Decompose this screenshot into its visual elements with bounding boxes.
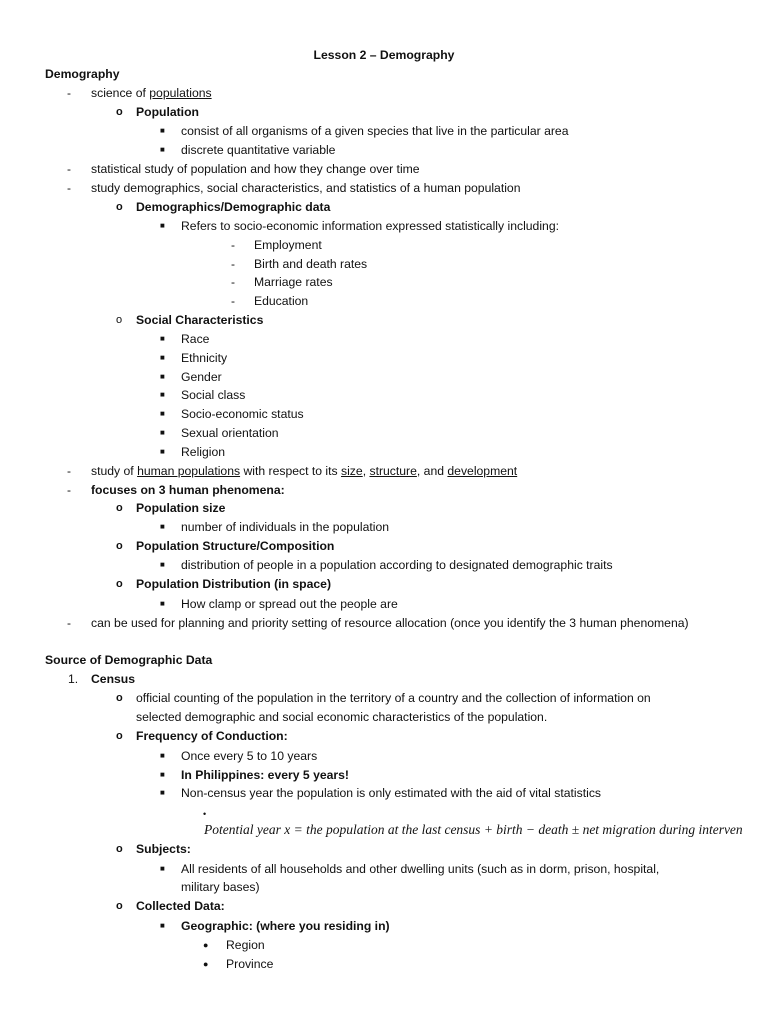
square-bullet: ■ (160, 221, 165, 230)
square-bullet: ■ (160, 921, 165, 930)
square-bullet: ■ (160, 390, 165, 399)
list-item: Geographic: (where you residing in) (181, 919, 390, 933)
list-item: Refers to socio-economic information expressed statistically including: (181, 219, 559, 233)
formula-line: Potential year x = the population at the last census + birth − death ± net migration during interven (204, 822, 743, 837)
list-item: Birth and death rates (254, 257, 368, 271)
list-item: Non-census year the population is only estimated with the aid of vital statistics (181, 786, 602, 800)
square-bullet: ■ (160, 770, 165, 779)
dash-bullet: - (67, 483, 71, 497)
list-item: Once every 5 to 10 years (181, 749, 318, 763)
list-item: distribution of people in a population according to designated demographic traits (181, 558, 613, 572)
list-item: study demographics, social characteristics, and statistics of a human population (91, 181, 521, 195)
square-bullet: ■ (160, 353, 165, 362)
list-item-text: , and (416, 464, 448, 478)
list-number: 1. (68, 672, 79, 686)
list-item (91, 463, 517, 479)
square-bullet: ■ (160, 126, 165, 135)
dash-bullet: - (67, 86, 71, 100)
size-link: size (341, 464, 363, 478)
human-populations-link: human populations (137, 464, 241, 478)
section-heading-source: Source of Demographic Data (45, 653, 213, 667)
list-item-text: , (362, 464, 370, 478)
list-item (91, 85, 212, 101)
page-title: Lesson 2 – Demography (313, 48, 455, 62)
list-item: can be used for planning and priority setting of resource allocation (once you identify the 3 human phenomena) (91, 616, 689, 630)
square-bullet: ■ (160, 334, 165, 343)
list-item: Religion (181, 445, 226, 459)
o-bullet: o (116, 578, 123, 590)
o-bullet: o (116, 201, 123, 213)
list-item: Employment (254, 238, 322, 252)
development-link: development (447, 464, 518, 478)
list-item: Marriage rates (254, 275, 333, 289)
square-bullet: ■ (160, 428, 165, 437)
o-bullet: o (116, 314, 123, 326)
list-item: Collected Data: (136, 899, 225, 913)
dash-bullet: - (231, 257, 235, 271)
list-item: Population (136, 105, 199, 119)
o-bullet: o (116, 692, 123, 704)
square-bullet: ■ (160, 447, 165, 456)
disc-bullet: ● (203, 940, 209, 950)
populations-link: populations (149, 86, 212, 100)
list-item: All residents of all households and other dwelling units (such as in dorm, prison, hospital, (181, 862, 660, 876)
list-item: Province (226, 957, 274, 971)
dash-bullet: - (231, 275, 235, 289)
list-item: focuses on 3 human phenomena: (91, 483, 285, 497)
list-item-text: science of (91, 86, 150, 100)
square-bullet: ■ (160, 409, 165, 418)
o-bullet: o (116, 106, 123, 118)
list-item: How clamp or spread out the people are (181, 597, 398, 611)
list-item: Demographics/Demographic data (136, 200, 331, 214)
list-item: selected demographic and social economic characteristics of the population. (136, 710, 548, 724)
list-item: Social class (181, 388, 246, 402)
dash-bullet: - (67, 162, 71, 176)
list-item: official counting of the population in the territory of a country and the collection of information on (136, 691, 651, 705)
list-item-text: with respect to its (240, 464, 341, 478)
list-item: Census (91, 672, 136, 686)
list-item: Ethnicity (181, 351, 228, 365)
dash-bullet: - (67, 616, 71, 630)
o-bullet: o (116, 843, 123, 855)
list-item-text: study of (91, 464, 138, 478)
list-item: Population Distribution (in space) (136, 577, 331, 591)
square-bullet: ■ (160, 560, 165, 569)
o-bullet: o (116, 730, 123, 742)
list-item: number of individuals in the population (181, 520, 390, 534)
list-item: Sexual orientation (181, 426, 279, 440)
square-bullet: ■ (160, 522, 165, 531)
o-bullet: o (116, 502, 123, 514)
list-item: Population Structure/Composition (136, 539, 335, 553)
list-item: Population size (136, 501, 226, 515)
list-item: statistical study of population and how they change over time (91, 162, 420, 176)
list-item: Region (226, 938, 265, 952)
dash-bullet: - (231, 238, 235, 252)
section-heading-demography: Demography (45, 67, 120, 81)
list-item: Subjects: (136, 842, 191, 856)
square-bullet: ■ (160, 372, 165, 381)
small-bullet: • (203, 809, 207, 819)
list-item: Education (254, 294, 309, 308)
list-item: Social Characteristics (136, 313, 264, 327)
square-bullet: ■ (160, 145, 165, 154)
o-bullet: o (116, 900, 123, 912)
list-item: Race (181, 332, 210, 346)
square-bullet: ■ (160, 599, 165, 608)
list-item: consist of all organisms of a given species that live in the particular area (181, 124, 569, 138)
dash-bullet: - (67, 181, 71, 195)
square-bullet: ■ (160, 751, 165, 760)
list-item: military bases) (181, 880, 260, 894)
list-item: discrete quantitative variable (181, 143, 336, 157)
o-bullet: o (116, 540, 123, 552)
disc-bullet: ● (203, 959, 209, 969)
dash-bullet: - (67, 464, 71, 478)
dash-bullet: - (231, 294, 235, 308)
list-item: Socio-economic status (181, 407, 304, 421)
square-bullet: ■ (160, 864, 165, 873)
structure-link: structure (369, 464, 417, 478)
list-item: Gender (181, 370, 222, 384)
list-item: Frequency of Conduction: (136, 729, 288, 743)
square-bullet: ■ (160, 788, 165, 797)
list-item: In Philippines: every 5 years! (181, 768, 349, 782)
